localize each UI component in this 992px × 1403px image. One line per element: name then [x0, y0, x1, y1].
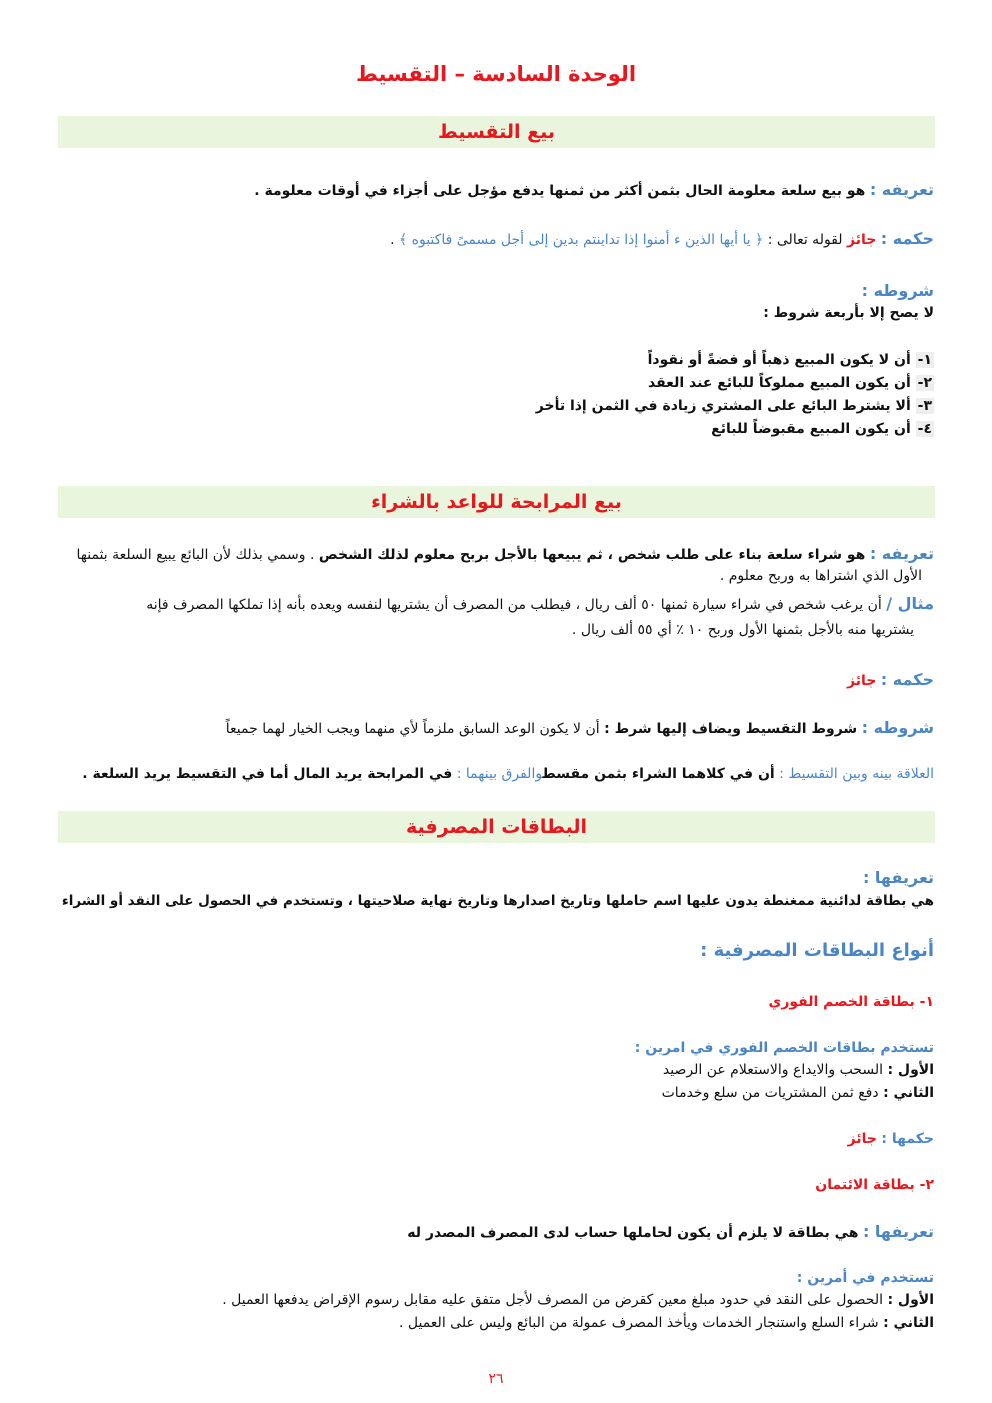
section-heading-bank-cards: البطاقات المصرفية [58, 811, 935, 843]
s1-ruling-text: لقوله تعالى : [767, 232, 843, 248]
s2-definition [57, 544, 934, 565]
card1-title: ١- بطاقة الخصم الفوري [768, 994, 934, 1010]
card2-uses-label: تستخدم في أمرين : [796, 1270, 934, 1286]
s1-conditions-intro: لا يصح إلا بأربعة شروط : [763, 305, 934, 321]
card1-ruling: حكمها : جائز [847, 1131, 934, 1147]
s1-conditions-label: شروطه : [861, 281, 934, 300]
s2-conditions: شروطه : شروط التقسيط ويضاف إليها شرط : أن لا يكون الوعد السابق ملزماً لأي منهما ويجب الخيار لهما جميعاً [225, 718, 934, 737]
card1-second: الثاني : دفع ثمن المشتريات من سلع وخدمات [661, 1085, 934, 1101]
card2-definition: تعريفها : هي بطاقة لا يلزم أن يكون لحاملها حساب لدى المصرف المصدر له [407, 1222, 934, 1241]
s2-ruling: حكمه : جائز [847, 670, 934, 689]
s1-conditions-list [536, 349, 934, 441]
s2-ex-label: مثال / [886, 594, 934, 613]
list-item: ٣- ألا يشترط البائع على المشتري زيادة في الثمن إذا تأخر [535, 398, 932, 414]
page-number: ٢٦ [488, 1371, 504, 1387]
page-title: الوحدة السادسة – التقسيط [355, 62, 637, 86]
list-item: ١- أن لا يكون المبيع ذهباً أو فضةً أو نقوداً [647, 352, 932, 368]
s2-def-rest: . وسمي بذلك لأن البائع يبيع السلعة بثمنها [76, 547, 315, 563]
s2-def-bold: هو شراء سلعة بناء على طلب شخص ، ثم يبيعها بالأجل بربح معلوم لذلك الشخص [318, 547, 866, 563]
s2-example [57, 594, 934, 615]
card2-title: ٢- بطاقة الائتمان [815, 1177, 934, 1193]
s1-verse-end: . [390, 232, 395, 248]
s2-ex-text-1: أن يرغب شخص في شراء سيارة ثمنها ٥٠ ألف ريال ، فيطلب من المصرف أن يشتريها لنفسه ويعده بأنه إذا تملكها المصرف فإنه [146, 597, 882, 613]
card2-first: الأول : الحصول على النقد في حدود مبلغ معين كقرض من المصرف لأجل متفق عليه مقابل رسوم الإقراض يدفعها العميل . [222, 1292, 934, 1308]
s3-def-label: تعريفها : [862, 868, 934, 887]
list-item: ٢- أن يكون المبيع مملوكاً للبائع عند العقد [648, 375, 932, 391]
s1-ruling-word: جائز [847, 232, 877, 248]
s1-def-label: تعريفه : [869, 180, 934, 199]
s1-ruling-label: حكمه : [880, 229, 934, 248]
s2-ruling-word: جائز [847, 673, 877, 689]
section-heading-installment: بيع التقسيط [58, 116, 935, 148]
s1-def-text: هو بيع سلعة معلومة الحال بثمن أكثر من ثمنها يدفع مؤجل على أجزاء في أوقات معلومة . [254, 183, 866, 199]
s3-def-text: هي بطاقة لدائنية ممغنطة يدون عليها اسم حاملها وتاريخ اصدارها وتاريخ نهاية صلاحيتها ، وتستخدم في الحصول على النقد أو الشراء [61, 893, 934, 909]
section-heading-murabaha: بيع المرابحة للواعد بالشراء [58, 486, 935, 518]
s2-relation: العلاقة بينه وبين التقسيط : أن في كلاهما الشراء بثمن مقسطوالفرق بينهما : في المرابحة يريد المال أما في التقسيط يريد السلعة . [82, 766, 934, 782]
s2-def-label: تعريفه : [869, 544, 934, 563]
card1-uses-label: تستخدم بطاقات الخصم الفوري في امرين : [634, 1040, 934, 1056]
list-item: ٤- أن يكون المبيع مقبوضاً للبائع [711, 421, 932, 437]
s1-ruling [390, 229, 934, 248]
s3-types-label: أنواع البطاقات المصرفية : [700, 940, 934, 961]
card2-second: الثاني : شراء السلع واستنجار الخدمات ويأخذ المصرف عمولة من البائع وليس على العميل . [398, 1315, 934, 1331]
s1-verse: ﴿ يا أيها الذين ء أمنوا إذا تداينتم بدين إلى أجل مسمىً فاكتبوه ﴾ [398, 232, 764, 248]
s1-definition [254, 180, 934, 199]
s2-ex-text-2: يشتريها منه بالأجل بثمنها الأول وربح ١٠ ٪ أي ٥٥ ألف ريال . [571, 622, 914, 638]
s2-def-rest-2: الأول الذي اشتراها به وربح معلوم . [719, 568, 922, 584]
card1-first: الأول : السحب والايداع والاستعلام عن الرصيد [662, 1062, 934, 1078]
